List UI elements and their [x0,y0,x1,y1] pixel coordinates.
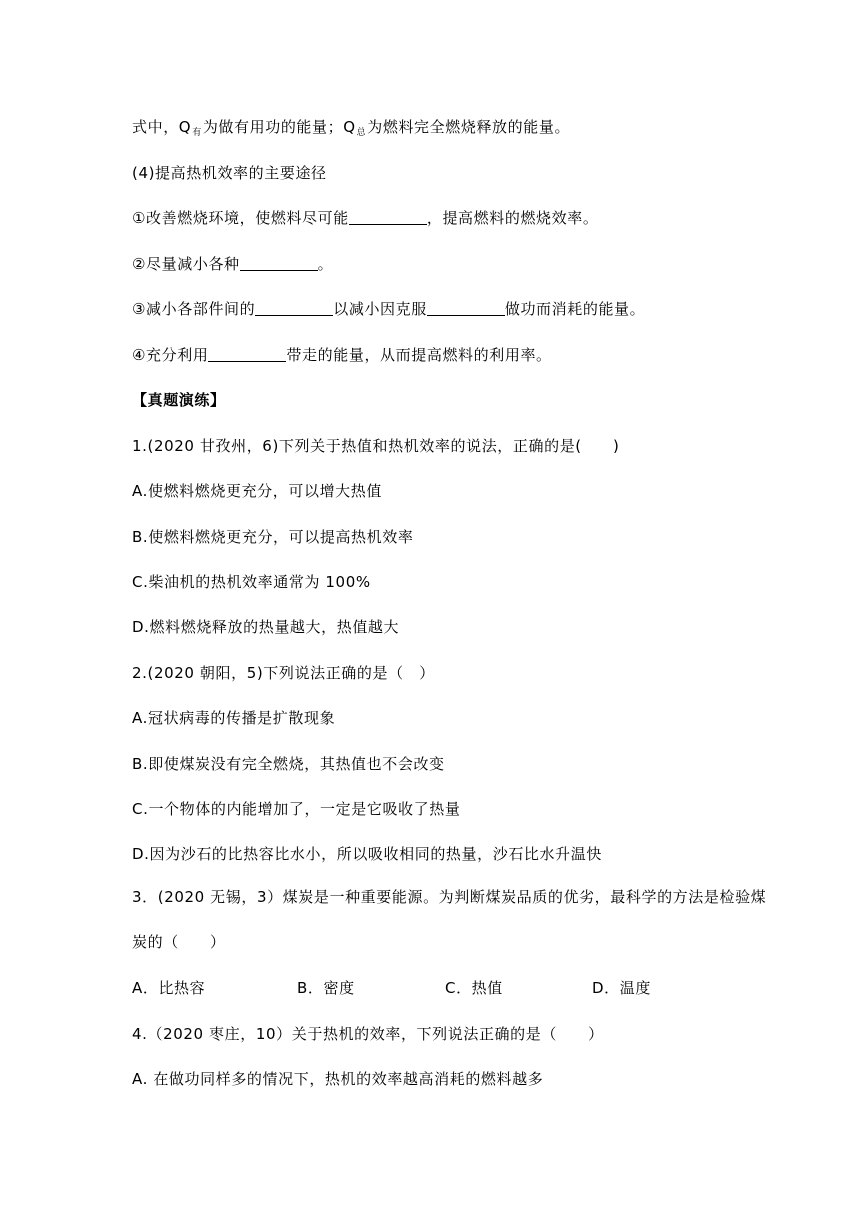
route-item-4-text-b: 带走的能量，从而提高燃料的利用率。 [286,346,552,364]
question-stem: 2.(2020 朝阳，5)下列说法正确的是（ ） [132,664,435,682]
practice-heading: 【真题演练】 [132,391,226,409]
route-item-3-text-b: 以减小因克服 [333,300,427,318]
formula-note-suffix: 为燃料完全燃烧释放的能量。 [367,118,571,136]
route-item-3-text-a: ③减小各部件间的 [132,300,256,318]
option-a: A. 在做功同样多的情况下，热机的效率越高消耗的燃料越多 [132,1070,544,1088]
route-item-4 [132,345,552,365]
route-item-2 [132,254,333,274]
route-item-2-text-a: ②尽量减小各种 [132,255,240,273]
subscript-you: 有 [192,128,202,138]
option-a: A．比热容 [132,979,206,997]
option-c: C.一个物体的内能增加了，一定是它吸收了热量 [132,800,461,818]
question-stem-line-1: 3．(2020 无锡，3）煤炭是一种重要能源。为判断煤炭品质的优劣，最科学的方法是检验煤 [132,888,767,906]
section-heading: (4)提高热机效率的主要途径 [132,164,327,182]
option-d: D.因为沙石的比热容比水小，所以吸收相同的热量，沙石比水升温快 [132,845,602,863]
option-d: D.燃料燃烧释放的热量越大，热值越大 [132,618,400,636]
option-b: B.使燃料燃烧更充分，可以提高热机效率 [132,528,414,546]
option-d: D．温度 [592,979,651,997]
route-item-4-text-a: ④充分利用 [132,346,209,364]
question-stem: 1.(2020 甘孜州，6)下列关于热值和热机效率的说法，正确的是( ) [132,437,620,455]
route-item-2-text-b: 。 [317,255,334,273]
route-item-1-text-b: ，提高燃料的燃烧效率。 [426,209,599,227]
option-b: B．密度 [297,979,355,997]
route-item-1-text-a: ①改善燃烧环境，使燃料尽可能 [132,209,349,227]
formula-note [132,117,570,143]
formula-note-prefix: 式中，Q [132,118,192,136]
fill-blank [240,255,318,271]
fill-blank [255,300,333,316]
fill-blank [349,209,427,225]
fill-blank [208,346,286,362]
route-item-3 [132,299,645,319]
option-c: C.柴油机的热机效率通常为 100% [132,573,371,591]
formula-note-mid: 为做有用功的能量；Q [202,118,356,136]
fill-blank [427,300,505,316]
subscript-zong: 总 [356,128,367,138]
question-stem-line-2: 炭的（ ） [132,933,226,951]
question-stem: 4.（2020 枣庄，10）关于热机的效率，下列说法正确的是（ ） [132,1025,604,1043]
option-b: B.即使煤炭没有完全燃烧，其热值也不会改变 [132,755,445,773]
route-item-3-text-c: 做功而消耗的能量。 [504,300,646,318]
option-c: C．热值 [445,979,503,997]
option-a: A.冠状病毒的传播是扩散现象 [132,709,336,727]
option-a: A.使燃料燃烧更充分，可以增大热值 [132,482,382,500]
route-item-1 [132,208,598,228]
